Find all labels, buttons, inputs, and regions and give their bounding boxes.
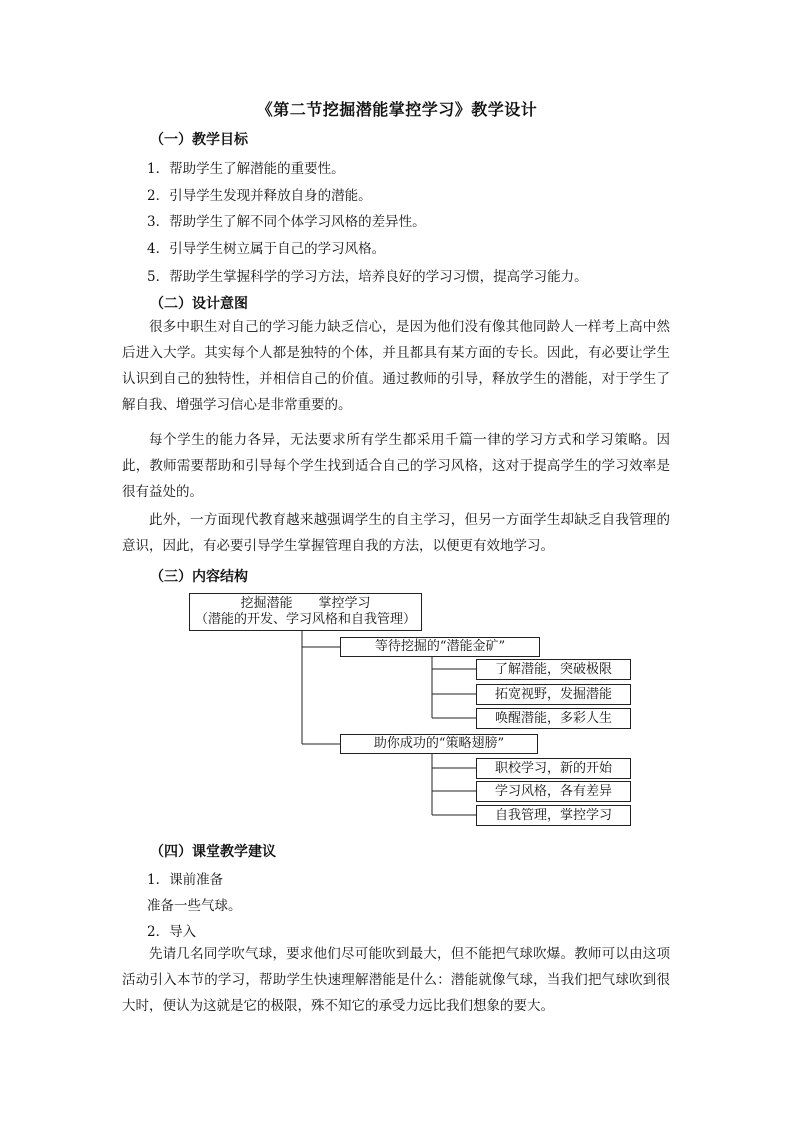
structure-leaf-1-1 <box>476 659 631 680</box>
leaf-2-3-label: 自我管理，掌控学习 <box>494 808 612 823</box>
goal-item-1: 1．帮助学生了解潜能的重要性。 <box>147 161 345 177</box>
goal-item-5: 5．帮助学生掌握科学的学习方法，培养良好的学习习惯，提高学习能力。 <box>147 269 588 285</box>
leaf-2-1-label: 职校学习，新的开始 <box>494 761 612 776</box>
intent-paragraph-1: 很多中职生对自己的学习能力缺乏信心，是因为他们没有像其他同龄人一样考上高中然后进入大学。其实每个人都是独特的个体，并且都具有某方面的专长。因此，有必要让学生认识到自己的独特性，并相信自己的价值。通过教师的引导，释放学生的潜能，对于学生了解自我、增强学习信心是非常重要的。 <box>122 319 670 413</box>
structure-leaf-2-2 <box>476 781 631 802</box>
structure-leaf-2-3 <box>476 805 631 826</box>
goal-item-2: 2．引导学生发现并释放自身的潜能。 <box>147 188 372 204</box>
intent-paragraph-3: 此外，一方面现代教育越来越强调学生的自主学习，但另一方面学生却缺乏自我管理的意识，因此，有必要引导学生掌握管理自我的方法，以便更有效地学习。 <box>122 512 670 554</box>
document-title: 《第二节挖掘潜能掌控学习》教学设计 <box>256 100 538 119</box>
goal-item-4: 4．引导学生树立属于自己的学习风格。 <box>147 241 386 257</box>
section-heading-intent: （二）设计意图 <box>150 296 248 312</box>
branch-2-label: 助你成功的“策略翅膀” <box>373 736 505 751</box>
structure-leaf-1-3 <box>476 708 631 729</box>
suggestion-item-1-text: 准备一些气球。 <box>147 898 242 914</box>
leaf-1-2-label: 拓宽视野，发掘潜能 <box>494 687 612 702</box>
structure-root-box <box>189 593 422 631</box>
leaf-2-2-label: 学习风格，各有差异 <box>494 784 612 799</box>
section-heading-goals: （一）教学目标 <box>150 132 248 148</box>
suggestion-item-2-paragraph: 先请几名同学吹气球，要求他们尽可能吹到最大，但不能把气球吹爆。教师可以由这项活动引入本节的学习，帮助学生快速理解潜能是什么：潜能就像气球，当我们把气球吹到很大时，便认为这就是它的极限，殊不知它的承受力远比我们想象的要大。 <box>122 946 670 1014</box>
suggestion-item-2: 2．导入 <box>147 924 197 940</box>
structure-root-line2: （潜能的开发、学习风格和自我管理） <box>194 612 416 627</box>
structure-branch-1 <box>340 637 540 657</box>
branch-1-label: 等待挖掘的“潜能金矿” <box>374 639 506 654</box>
structure-root-line1: 挖掘潜能 掌控学习 <box>240 596 371 611</box>
structure-leaf-2-1 <box>476 758 631 779</box>
structure-leaf-1-2 <box>476 684 631 705</box>
section-heading-suggestions: （四）课堂教学建议 <box>150 844 276 860</box>
goal-item-3: 3．帮助学生了解不同个体学习风格的差异性。 <box>147 214 426 230</box>
section-heading-structure: （三）内容结构 <box>150 569 248 585</box>
leaf-1-3-label: 唤醒潜能，多彩人生 <box>494 711 612 726</box>
intent-paragraph-2: 每个学生的能力各异，无法要求所有学生都采用千篇一律的学习方式和学习策略。因此，教师需要帮助和引导每个学生找到适合自己的学习风格，这对于提高学生的学习效率是很有益处的。 <box>122 432 670 500</box>
structure-branch-2 <box>340 734 538 754</box>
suggestion-item-1: 1．课前准备 <box>147 872 224 888</box>
leaf-1-1-label: 了解潜能，突破极限 <box>494 662 612 677</box>
